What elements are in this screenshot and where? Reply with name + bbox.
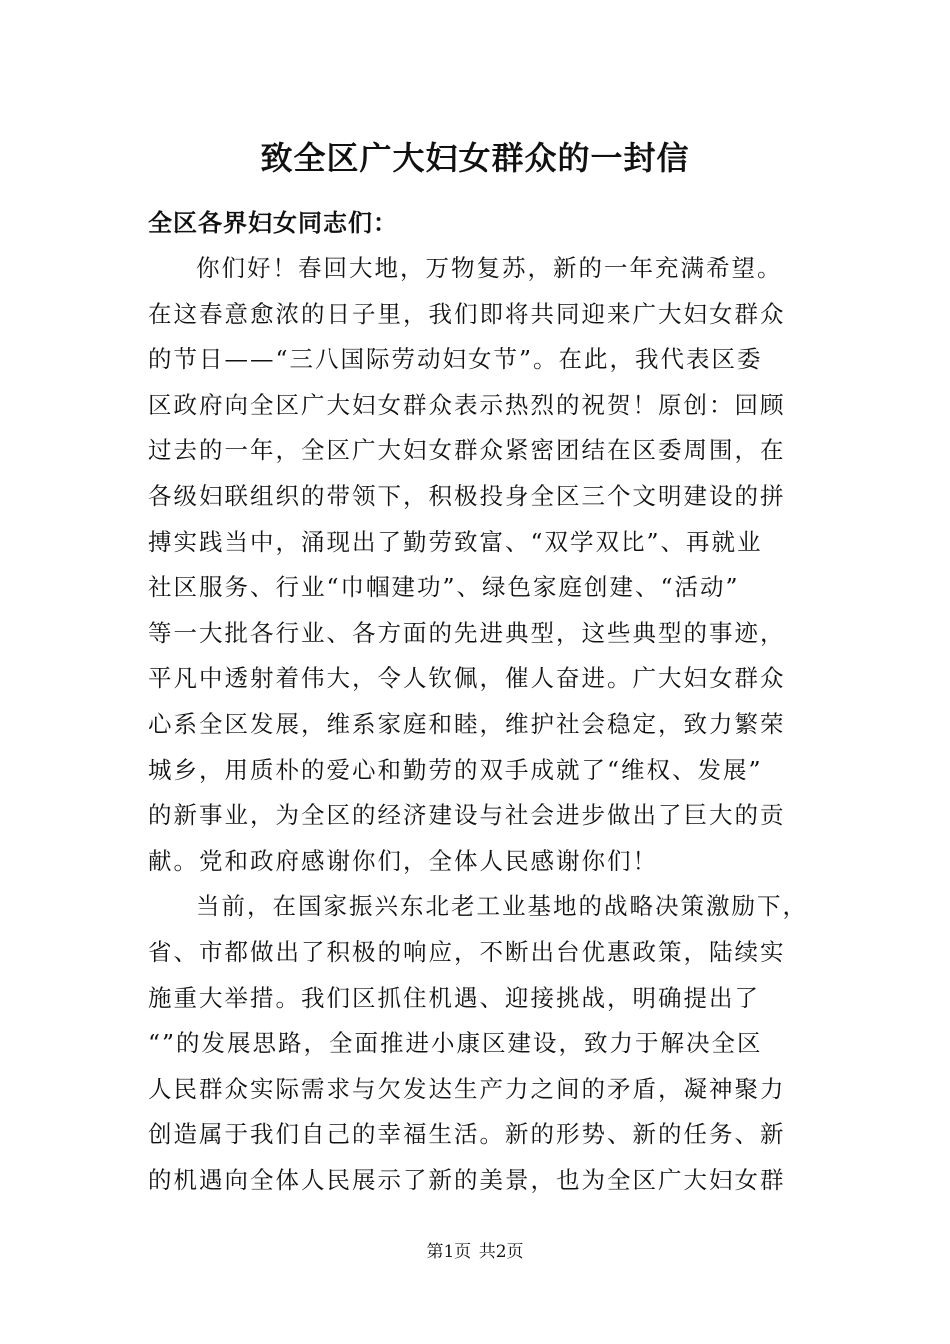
paragraph-1-line-10: 平凡中透射着伟大，令人钦佩，催人奋进。广大妇女群众 <box>148 664 786 693</box>
paragraph-1-line-6: 各级妇联组织的带领下，积极投身全区三个文明建设的拼 <box>148 481 786 510</box>
salutation: 全区各界妇女同志们： <box>148 208 398 237</box>
paragraph-1-line-8: 社区服务、行业“巾帼建功”、绿色家庭创建、“活动” <box>148 573 740 602</box>
page-number: 第1页 <box>426 1242 472 1262</box>
paragraph-2-line-2: 省、市都做出了积极的响应，不断出台优惠政策，陆续实 <box>148 937 786 966</box>
paragraph-1-line-4: 区政府向全区广大妇女群众表示热烈的祝贺！原创：回顾 <box>148 390 786 419</box>
paragraph-2-line-1: 当前，在国家振兴东北老工业基地的战略决策激励下， <box>196 892 808 921</box>
page-footer <box>0 1240 950 1264</box>
letter-body <box>148 246 808 1203</box>
paragraph-1-line-7: 搏实践当中，涌现出了勤劳致富、“双学双比”、再就业 <box>148 527 763 556</box>
paragraph-1-line-11: 心系全区发展，维系家庭和睦，维护社会稳定，致力繁荣 <box>148 709 786 738</box>
paragraph-2-line-5: 人民群众实际需求与欠发达生产力之间的矛盾，凝神聚力 <box>148 1074 786 1103</box>
paragraph-1-line-2: 在这春意愈浓的日子里，我们即将共同迎来广大妇女群众 <box>148 299 786 328</box>
page-total: 共2页 <box>478 1242 524 1262</box>
paragraph-2-line-6: 创造属于我们自己的幸福生活。新的形势、新的任务、新 <box>148 1120 786 1149</box>
paragraph-1-line-12: 城乡，用质朴的爱心和勤劳的双手成就了“维权、发展” <box>148 755 763 784</box>
paragraph-1-line-13: 的新事业，为全区的经济建设与社会进步做出了巨大的贡 <box>148 801 786 830</box>
paragraph-2-line-4: “”的发展思路，全面推进小康区建设，致力于解决全区 <box>148 1029 763 1058</box>
paragraph-1-line-5: 过去的一年，全区广大妇女群众紧密团结在区委周围，在 <box>148 436 786 465</box>
paragraph-2-line-7: 的机遇向全体人民展示了新的美景，也为全区广大妇女群 <box>148 1165 786 1194</box>
document-title: 致全区广大妇女群众的一封信 <box>260 139 690 177</box>
paragraph-1-line-14: 献。党和政府感谢你们，全体人民感谢你们！ <box>148 846 658 875</box>
paragraph-2-line-3: 施重大举措。我们区抓住机遇、迎接挑战，明确提出了 <box>148 983 760 1012</box>
paragraph-1-line-9: 等一大批各行业、各方面的先进典型，这些典型的事迹， <box>148 618 786 647</box>
paragraph-1-line-1: 你们好！春回大地，万物复苏，新的一年充满希望。 <box>196 254 783 282</box>
paragraph-1-line-3: 的节日——“三八国际劳动妇女节”。在此，我代表区委 <box>148 345 763 374</box>
